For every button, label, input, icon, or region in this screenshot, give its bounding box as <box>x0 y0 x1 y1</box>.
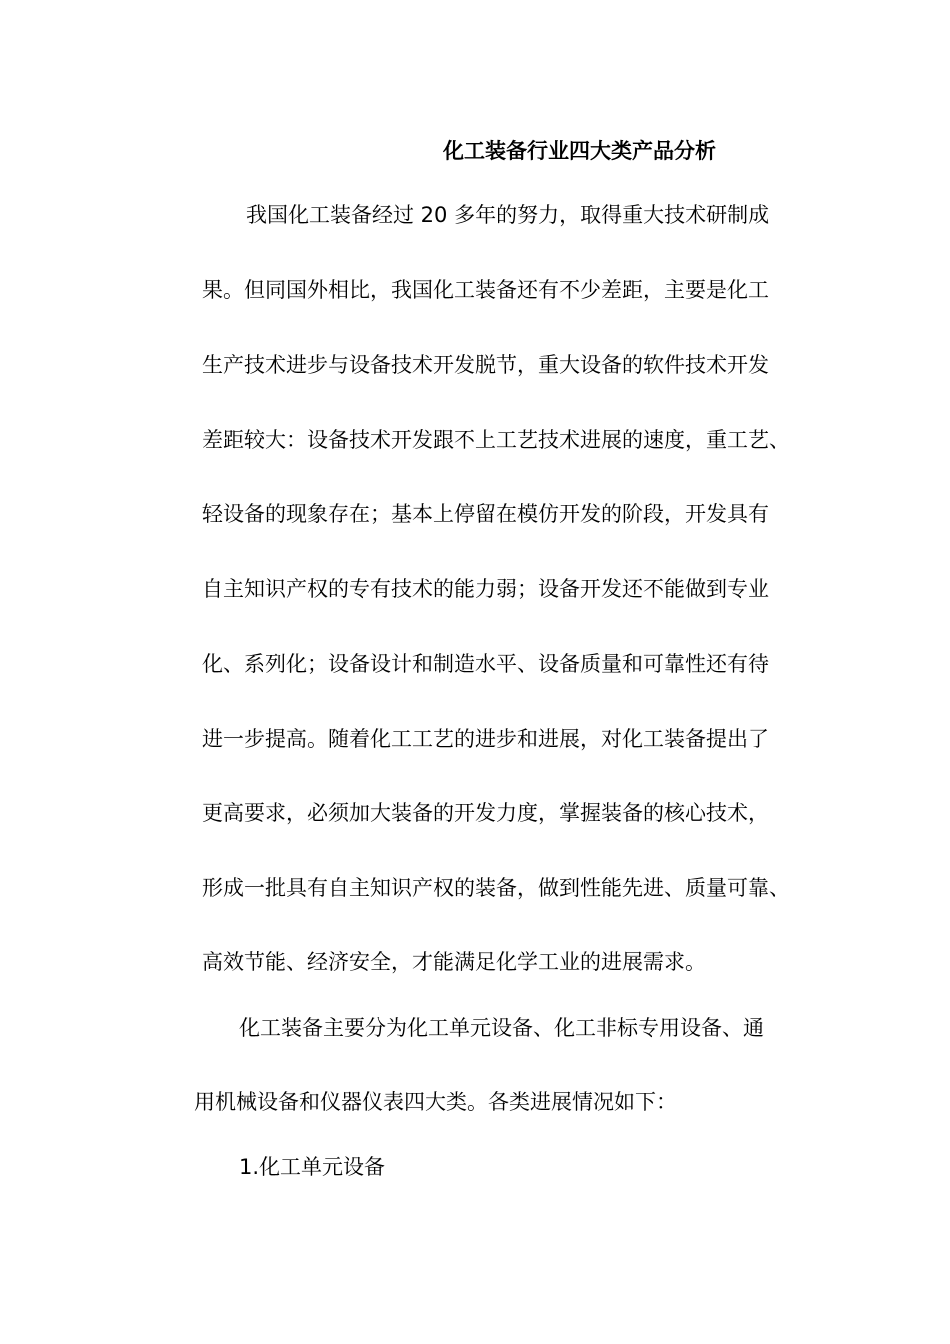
paragraph-1-line-2: 果。但同国外相比，我国化工装备还有不少差距，主要是化工 <box>202 278 769 302</box>
paragraph-1-line-11: 高效节能、经济安全，才能满足化学工业的进展需求。 <box>202 950 706 974</box>
paragraph-1-line-4: 差距较大：设备技术开发跟不上工艺技术进展的速度，重工艺、 <box>202 428 790 452</box>
paragraph-1-line-10: 形成一批具有自主知识产权的装备，做到性能先进、质量可靠、 <box>202 876 790 900</box>
document-title: 化工装备行业四大类产品分析 <box>443 139 716 163</box>
paragraph-1-line-1: 我国化工装备经过 20 多年的努力，取得重大技术研制成 <box>246 203 770 227</box>
paragraph-1-line-5: 轻设备的现象存在；基本上停留在模仿开发的阶段，开发具有 <box>202 502 769 526</box>
paragraph-1-line-3: 生产技术进步与设备技术开发脱节，重大设备的软件技术开发 <box>202 353 769 377</box>
paragraph-1-line-6: 自主知识产权的专有技术的能力弱；设备开发还不能做到专业 <box>202 577 769 601</box>
paragraph-1-line-7: 化、系列化；设备设计和制造水平、设备质量和可靠性还有待 <box>202 652 769 676</box>
paragraph-2-line-1: 化工装备主要分为化工单元设备、化工非标专用设备、通 <box>239 1016 764 1040</box>
paragraph-1-line-8: 进一步提高。随着化工工艺的进步和进展，对化工装备提出了 <box>202 727 769 751</box>
paragraph-1-line-9: 更高要求，必须加大装备的开发力度，掌握装备的核心技术， <box>202 801 769 825</box>
paragraph-2-line-2: 用机械设备和仪器仪表四大类。各类进展情况如下： <box>194 1090 677 1114</box>
section-heading: 1.化工单元设备 <box>239 1155 386 1179</box>
